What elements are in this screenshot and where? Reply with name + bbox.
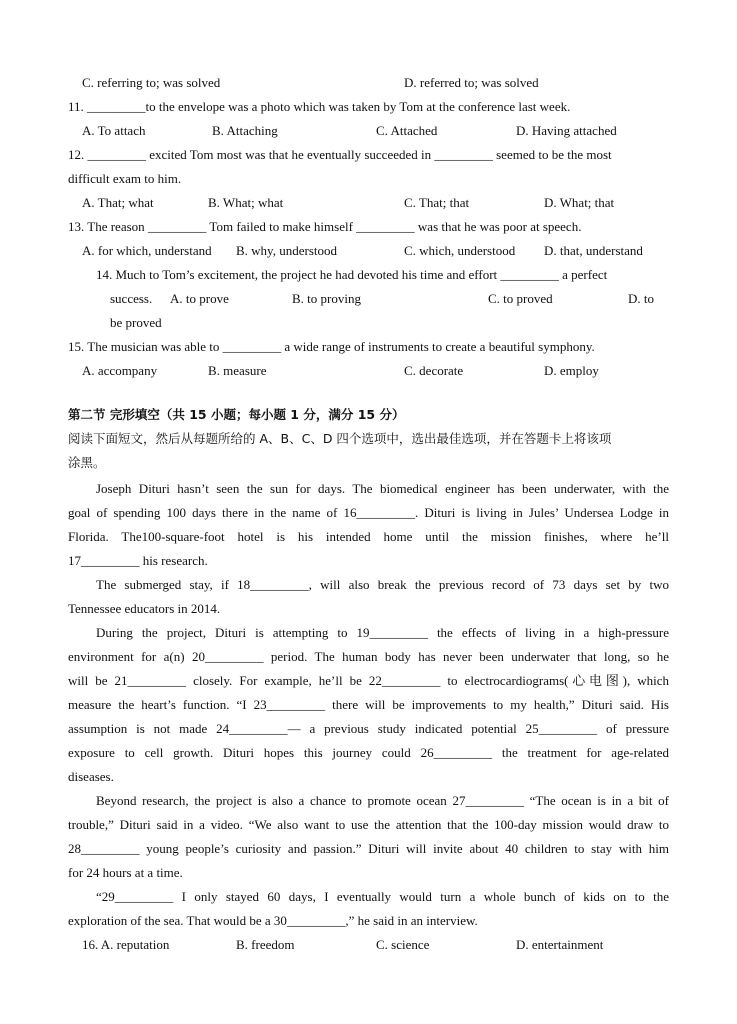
q14-option-d: D. to — [628, 291, 654, 306]
passage-line: During the project, Dituri is attempting to 19_________ the effects of living in a high-pressure — [96, 625, 669, 640]
q10-option-c: C. referring to; was solved — [82, 75, 221, 90]
q13-stem: 13. The reason _________ Tom failed to make himself _________ was that he was poor at speech. — [68, 219, 582, 234]
passage-line: measure the heart’s function. “I 23_________ there will be improvements to my health,” Dituri said. His — [68, 697, 669, 712]
passage-line: exploration of the sea. That would be a 30_________,” he said in an interview. — [68, 913, 478, 928]
q14-option-c: C. to proved — [488, 291, 553, 306]
passage-line: 17_________ his research. — [68, 553, 208, 568]
q13-option-a: A. for which, understand — [82, 243, 212, 258]
passage-line: diseases. — [68, 769, 114, 784]
q15-stem: 15. The musician was able to _________ a wide range of instruments to create a beautiful symphony. — [68, 339, 595, 354]
section-instructions: 阅读下面短文，然后从每题所给的 A、B、C、D 四个选项中，选出最佳选项，并在答题卡上将该项 — [68, 431, 612, 446]
q14-success: success. — [110, 291, 153, 306]
passage-line: Florida. The100-square-foot hotel is his intended home until the mission finishes, where he’ll — [68, 529, 669, 544]
q16-option-c: C. science — [376, 937, 430, 952]
q13-option-d: D. that, understand — [544, 243, 643, 258]
q12-option-c: C. That; that — [404, 195, 470, 210]
passage-line: environment for a(n) 20_________ period. The human body has never been underwater that long, so he — [68, 649, 669, 664]
passage-line: “29_________ I only stayed 60 days, I eventually would turn a whole bunch of kids on to the — [96, 889, 669, 904]
passage-line: 28_________ young people’s curiosity and passion.” Dituri will invite about 40 children to stay with him — [68, 841, 669, 856]
q11-option-c: C. Attached — [376, 123, 438, 138]
q13-option-c: C. which, understood — [404, 243, 516, 258]
passage-line: goal of spending 100 days there in the name of 16_________. Dituri is living in Jules’ Undersea Lodge in — [68, 505, 669, 520]
q15-option-b: B. measure — [208, 363, 267, 378]
passage-line: Tennessee educators in 2014. — [68, 601, 221, 616]
q11-stem: 11. _________to the envelope was a photo which was taken by Tom at the conference last week. — [68, 99, 571, 114]
q16-option-a: 16. A. reputation — [82, 937, 170, 952]
q15-option-c: C. decorate — [404, 363, 464, 378]
q14-option-b: B. to proving — [292, 291, 361, 306]
passage-line: for 24 hours at a time. — [68, 865, 183, 880]
q12-option-b: B. What; what — [208, 195, 284, 210]
q15-option-a: A. accompany — [82, 363, 158, 378]
passage-line: assumption is not made 24_________— a previous study indicated potential 25_________ of pressure — [68, 721, 669, 736]
q16-option-b: B. freedom — [236, 937, 295, 952]
passage-line: Beyond research, the project is also a chance to promote ocean 27_________ “The ocean is in a bit of — [96, 793, 669, 808]
q12-option-a: A. That; what — [82, 195, 154, 210]
q12-option-d: D. What; that — [544, 195, 615, 210]
q15-option-d: D. employ — [544, 363, 599, 378]
q12-stem: 12. _________ excited Tom most was that he eventually succeeded in _________ seemed to be the most — [68, 147, 612, 162]
passage-line: exposure to cell growth. Dituri hopes this journey could 26_________ the treatment for age-related — [68, 745, 669, 760]
q12-stem-cont: difficult exam to him. — [68, 171, 182, 186]
q14-option-d-cont: be proved — [110, 315, 162, 330]
section-instructions-cont: 涂黑。 — [68, 455, 106, 470]
q16-option-d: D. entertainment — [516, 937, 604, 952]
q14-stem: 14. Much to Tom’s excitement, the project he had devoted his time and effort _________ a perfect — [96, 267, 608, 282]
q14-option-a: A. to prove — [170, 291, 229, 306]
q11-option-a: A. To attach — [82, 123, 146, 138]
q10-option-d: D. referred to; was solved — [404, 75, 539, 90]
q11-option-d: D. Having attached — [516, 123, 617, 138]
section-title: 第二节 完形填空（共 15 小题；每小题 1 分，满分 15 分） — [68, 407, 405, 422]
passage-line: trouble,” Dituri said in a video. “We also want to use the attention that the 100-day mission would draw to — [68, 817, 669, 832]
passage-line: Joseph Dituri hasn’t seen the sun for days. The biomedical engineer has been underwater, with the — [96, 481, 669, 496]
q11-option-b: B. Attaching — [212, 123, 278, 138]
q13-option-b: B. why, understood — [236, 243, 337, 258]
passage-line: will be 21_________ closely. For example, he’ll be 22_________ to electrocardiograms(心电图), which — [68, 673, 669, 688]
passage-line: The submerged stay, if 18_________, will also break the previous record of 73 days set by two — [96, 577, 669, 592]
